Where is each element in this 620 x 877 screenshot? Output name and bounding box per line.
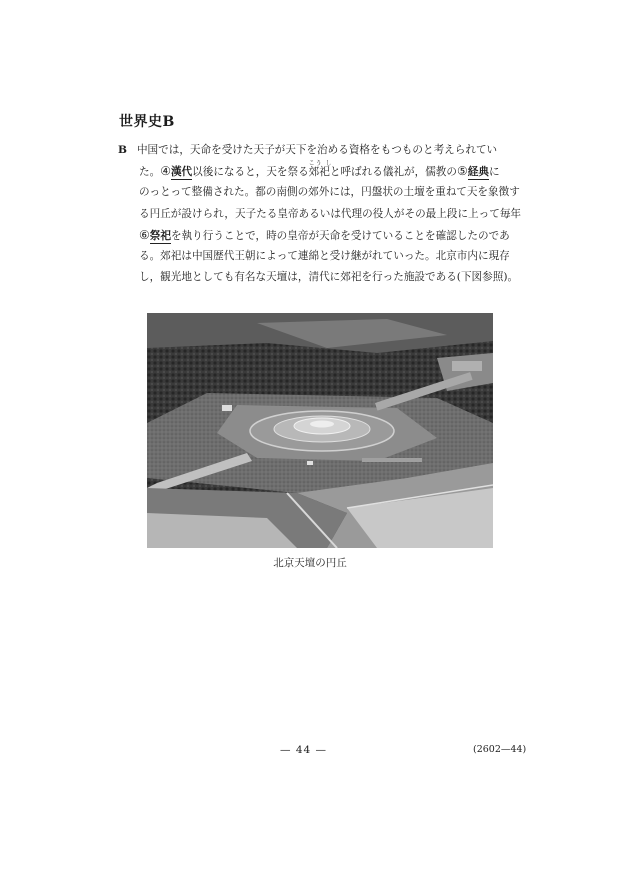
term-with-reading — [308, 160, 333, 183]
question-mark: B — [118, 144, 127, 156]
para-text: 以後になると，天を祭る — [192, 166, 309, 179]
para-line-7: し，観光地としても有名な天壇は，清代に郊祀を行った施設である(下図参照)。 — [139, 271, 519, 284]
underline-number-5: ⑤ — [456, 164, 468, 179]
para-text: た。 — [139, 166, 161, 179]
section-title: 世界史B — [119, 114, 175, 130]
underlined-term-4: 漢代 — [170, 166, 193, 179]
page-number: — 44 — — [280, 744, 328, 756]
para-text: を執り行うことで，時の皇帝が天命を受けていることを確認したのであ — [170, 229, 510, 242]
question-paragraph — [118, 140, 528, 288]
temple-of-heaven-photo — [147, 313, 493, 548]
para-text: 中国では，天命を受けた天子が天下を治める資格をもつものと考えられてい — [136, 144, 498, 156]
underline-number-6: ⑥ — [139, 227, 150, 242]
exam-code: (2602—44) — [473, 744, 527, 755]
para-text: と呼ばれる儀礼が，儒教の — [329, 166, 457, 179]
underlined-term-5: 経典 — [467, 166, 489, 179]
para-line-4: る円丘が設けられ，天子たる皇帝あるいは代理の役人がその最上段に上って毎年 — [139, 207, 522, 220]
para-line-2 — [118, 161, 528, 182]
reading-ruby: こう し — [308, 160, 333, 168]
figure-caption: 北京天壇の円丘 — [273, 557, 347, 569]
underline-number-4: ④ — [160, 164, 171, 179]
para-line-6: る。郊祀は中国歴代王朝によって連綿と受け継がれていった。北京市内に現存 — [139, 249, 510, 262]
underlined-term-6: 祭祀 — [149, 229, 171, 242]
term-kousi: 郊祀 — [308, 166, 330, 179]
para-text: に — [488, 166, 500, 179]
para-line-3: のっとって整備された。都の南側の郊外には，円盤状の土壇を重ねて天を象徴す — [139, 186, 520, 199]
para-line-5 — [118, 225, 528, 246]
